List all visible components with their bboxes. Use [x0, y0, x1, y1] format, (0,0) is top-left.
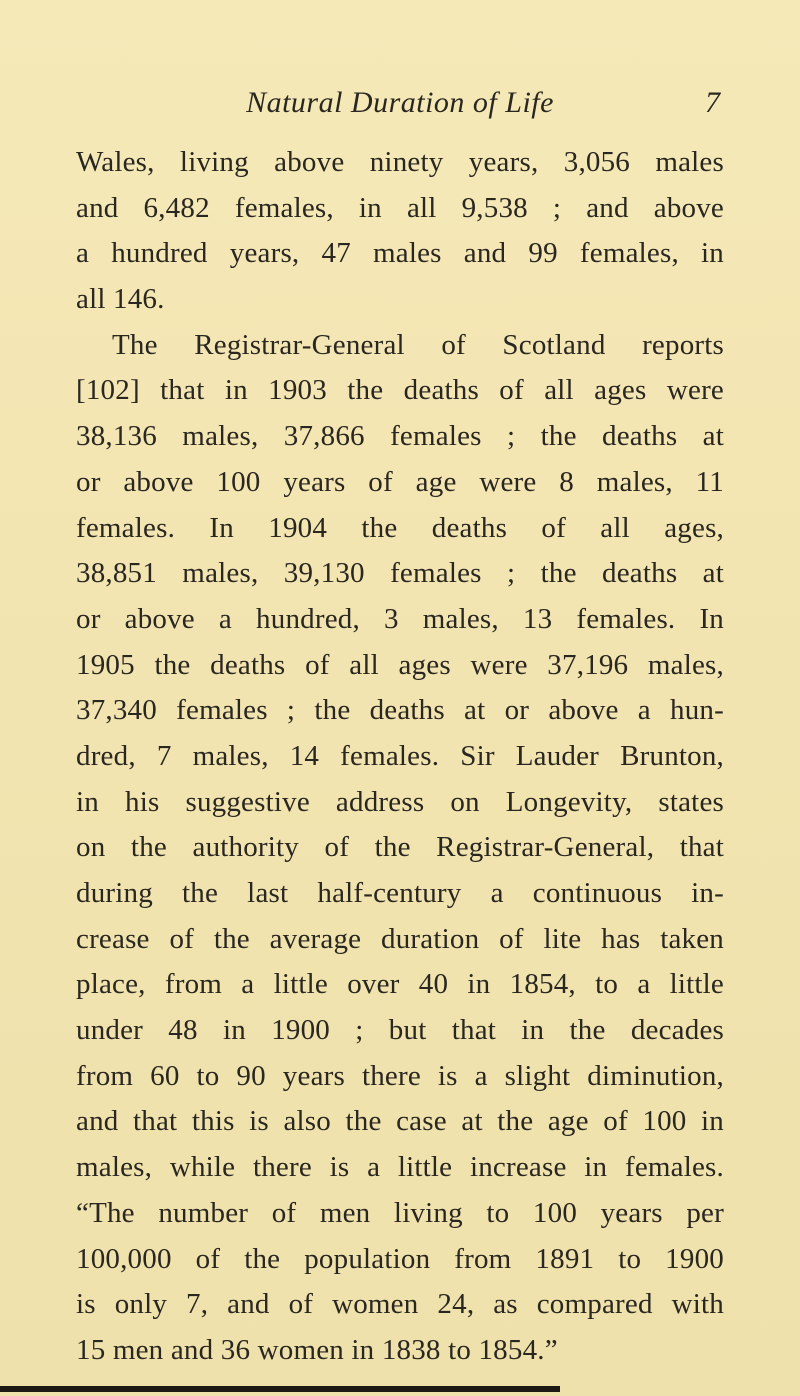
text-line: 37,340 females ; the deaths at or above a hun- — [76, 694, 724, 727]
page-edge-rule — [0, 1386, 560, 1392]
text-line: [102] that in 1903 the deaths of all ages were — [76, 374, 724, 407]
text-line: all 146. — [76, 283, 165, 316]
text-line: The Registrar-General of Scotland reports — [112, 328, 724, 361]
text-line: in his suggestive address on Longevity, states — [76, 785, 724, 818]
text-line: crease of the average duration of lite has taken — [76, 922, 724, 955]
body-text — [76, 140, 724, 1374]
text-line: a hundred years, 47 males and 99 females, in — [76, 237, 724, 270]
text-line: during the last half-century a continuous in- — [76, 877, 724, 909]
text-line: or above a hundred, 3 males, 13 females. In — [76, 602, 724, 635]
text-line: females. In 1904 the deaths of all ages, — [76, 511, 724, 544]
text-line: dred, 7 males, 14 females. Sir Lauder Brunton, — [76, 739, 724, 772]
text-line: Wales, living above ninety years, 3,056 males — [76, 146, 724, 178]
text-line: from 60 to 90 years there is a slight diminution, — [76, 1059, 724, 1092]
text-line: 1905 the deaths of all ages were 37,196 males, — [76, 648, 724, 681]
text-line: on the authority of the Registrar-General, that — [76, 831, 724, 864]
running-title: Natural Duration of Life — [246, 86, 554, 119]
text-line: under 48 in 1900 ; but that in the decades — [76, 1014, 724, 1047]
text-line: place, from a little over 40 in 1854, to a little — [76, 968, 724, 1001]
text-line: 38,851 males, 39,130 females ; the deaths at — [76, 557, 724, 590]
text-line: or above 100 years of age were 8 males, 11 — [76, 465, 724, 498]
text-line: 15 men and 36 women in 1838 to 1854.” — [76, 1333, 558, 1366]
running-head — [84, 86, 720, 130]
text-line: “The number of men living to 100 years per — [76, 1196, 724, 1229]
text-line: 38,136 males, 37,866 females ; the deaths at — [76, 420, 724, 453]
text-line: is only 7, and of women 24, as compared with — [76, 1288, 724, 1321]
text-line: and 6,482 females, in all 9,538 ; and above — [76, 191, 724, 224]
text-line: 100,000 of the population from 1891 to 1900 — [76, 1242, 724, 1275]
text-line: males, while there is a little increase in females. — [76, 1151, 724, 1184]
page-number: 7 — [705, 86, 720, 119]
text-line: and that this is also the case at the age of 100 in — [76, 1105, 724, 1138]
